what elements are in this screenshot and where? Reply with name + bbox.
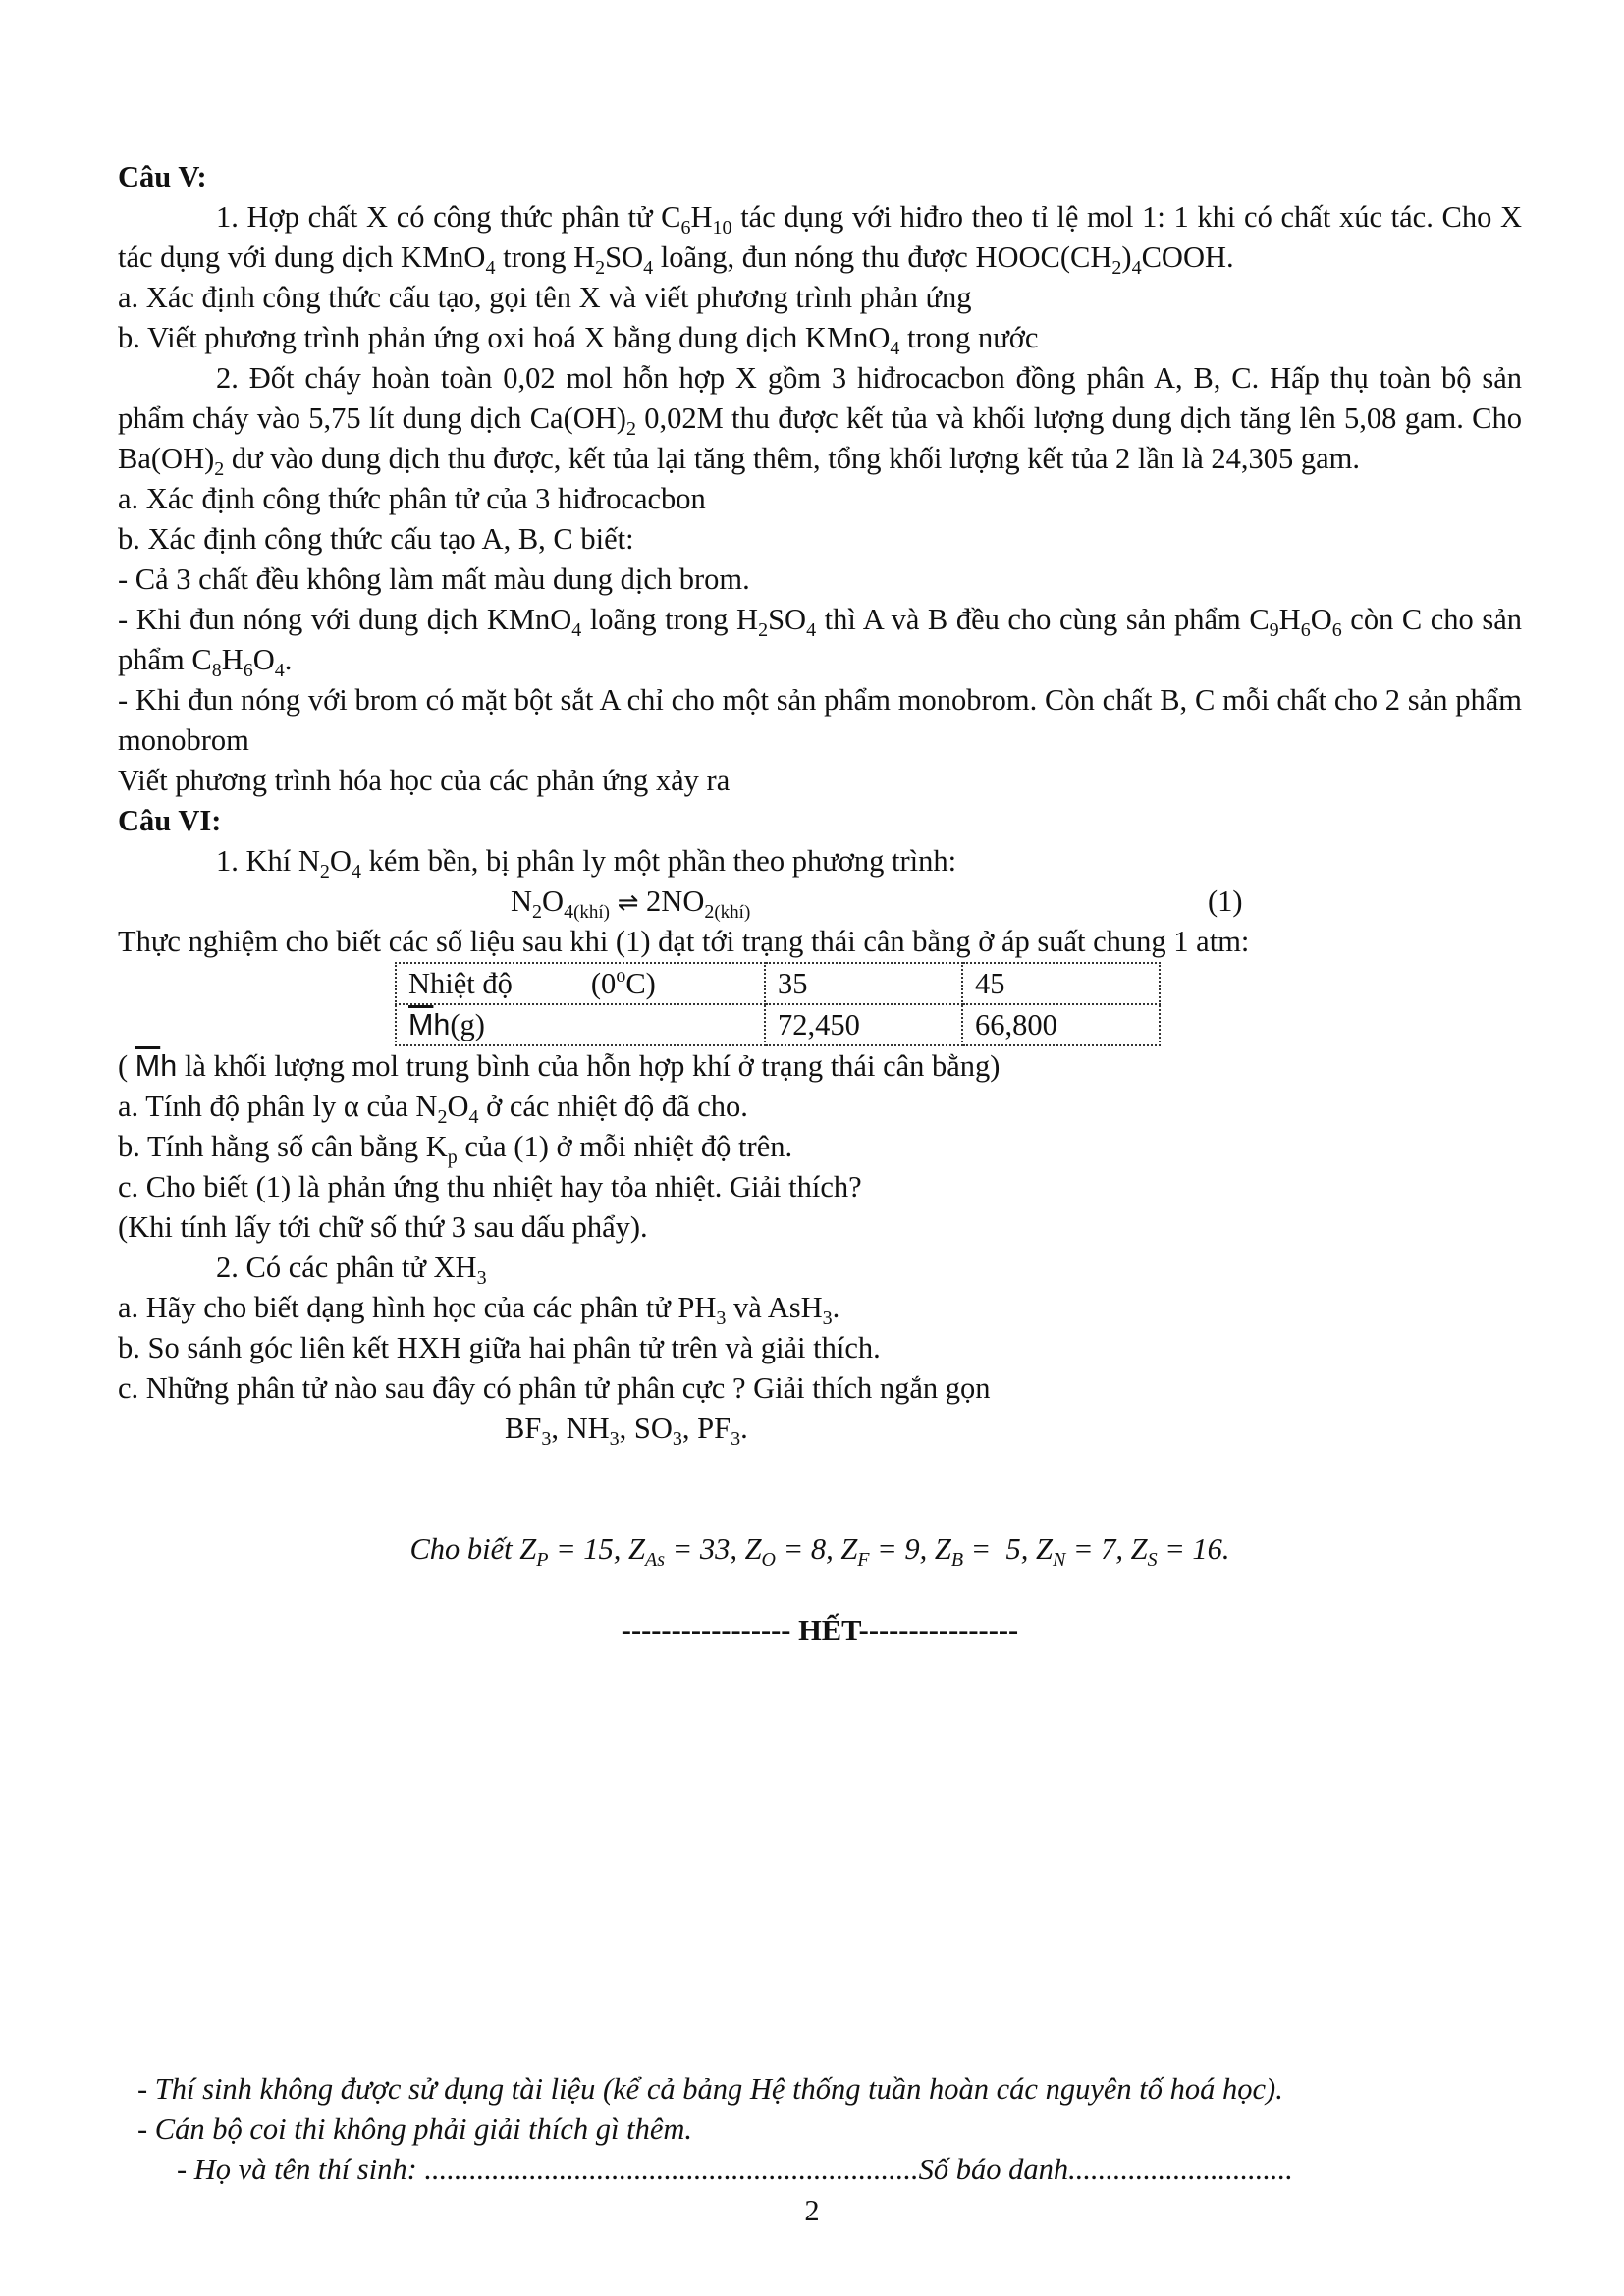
q6-part1-text: 1. Khí $N_2O_4$ kém bền, bị phân ly một phần theo phương trình: [216, 844, 957, 882]
equilibrium-arrow-icon: ⇌ [617, 888, 639, 918]
q6-part1-a: a. Tính độ phân ly α của $N_2O_4$ ở các nhiệt độ đã cho. [118, 1090, 748, 1128]
equation-number: (1) [1208, 884, 1243, 918]
page-number: 2 [804, 2194, 820, 2227]
q5-part2-a: a. Xác định công thức phân tử của 3 hiđrocacbon [118, 482, 706, 515]
equation-body: $N_2O_{4(khí)}$ ⇌ $2NO_{2(khí)}$ [511, 884, 751, 923]
q6-part1-note: (Khi tính lấy tới chữ số thứ 3 sau dấu phẩy). [118, 1210, 648, 1244]
q5-part2-text: 2. Đốt cháy hoàn toàn 0,02 mol hỗn hợp X gồm 3 hiđrocacbon đồng phân A, B, C. Hấp thụ toàn bộ sản phẩm cháy vào 5,75 lít dung dịch $Ca(OH)_2$ 0,02M thu được kết tủa và khối lượng dung dịch tăng lên 5,08 gam. Cho $Ba(OH)_2$ dư vào dung dịch thu được, kết tủa lại tăng thêm, tổng khối lượng kết tủa 2 lần là 24,305 gam. [118, 361, 1522, 480]
q6-molecule-list: $BF_3$, $NH_3$, $SO_3$, $PF_3$. [505, 1412, 748, 1450]
q6-experiment-text: Thực nghiệm cho biết các số liệu sau khi (1) đạt tới trạng thái cân bằng ở áp suất chung 1 atm: [118, 925, 1250, 958]
table-cell: 35 [765, 963, 962, 1004]
table-cell-temperature-label: Nhiệt độ (0$^o$C) [396, 963, 765, 1004]
q6-part2-c: c. Những phân tử nào sau đây có phân tử phân cực ? Giải thích ngắn gọn [118, 1371, 991, 1405]
question-6-title: Câu VI: [118, 804, 222, 837]
q6-part1-c: c. Cho biết (1) là phản ứng thu nhiệt hay tỏa nhiệt. Giải thích? [118, 1170, 862, 1203]
q5-part2-condition-3: - Khi đun nóng với brom có mặt bột sắt A chỉ cho một sản phẩm monobrom. Còn chất B, C mỗi chất cho 2 sản phẩm monobrom [118, 683, 1522, 757]
q5-part2-b: b. Xác định công thức cấu tạo A, B, C biết: [118, 522, 634, 556]
given-atomic-numbers: Cho biết $Z_P = 15$, $Z_{As} = 33$, $Z_O = 8$, $Z_F = 9$, $Z_B = 5$, $Z_N = 7$, $Z_S = 16$. [409, 1532, 1230, 1571]
exam-page [118, 157, 1522, 1651]
q5-part1-a: a. Xác định công thức cấu tạo, gọi tên X và viết phương trình phản ứng [118, 281, 972, 314]
q5-part2-end: Viết phương trình hóa học của các phản ứng xảy ra [118, 764, 731, 797]
q5-part1-b: b. Viết phương trình phản ứng oxi hoá X bằng dung dịch KMnO$_4$ trong nước [118, 321, 1039, 359]
q6-part2-text: 2. Có các phân tử $XH_3$ [216, 1251, 487, 1289]
footer-line-1: - Thí sinh không được sử dụng tài liệu (kể cả bảng Hệ thống tuần hoàn các nguyên tố hoá học). [137, 2072, 1283, 2106]
q5-part1-text: 1. Hợp chất X có công thức phân tử $C_6H_{10}$ tác dụng với hiđro theo tỉ lệ mol 1: 1 khi có chất xúc tác. Cho X tác dụng với dung dịch KMnO$_4$ trong $H_2SO_4$ loãng, đun nóng thu được $HOOC(CH_2)_4COOH$. [118, 200, 1522, 279]
table-cell: 45 [962, 963, 1160, 1004]
table-cell: 66,800 [962, 1004, 1160, 1045]
q5-part2-condition-2: - Khi đun nóng với dung dịch KMnO$_4$ loãng trong $H_2SO_4$ thì A và B đều cho cùng sản phẩm $C_9H_6O_6$ còn C cho sản phẩm $C_8H_6O_4$. [118, 603, 1522, 681]
footer-line-2: - Cán bộ coi thi không phải giải thích gì thêm. [137, 2112, 693, 2146]
q5-part2-condition-1: - Cả 3 chất đều không làm mất màu dung dịch brom. [118, 562, 750, 596]
table-row [396, 1004, 1160, 1045]
q6-part1-b: b. Tính hằng số cân bằng $K_p$ của (1) ở mỗi nhiệt độ trên. [118, 1130, 793, 1168]
equilibrium-equation [118, 881, 1522, 922]
question-5-title: Câu V: [118, 160, 207, 193]
end-mark: ----------------- HẾT---------------- [621, 1614, 1019, 1647]
table-cell: 72,450 [765, 1004, 962, 1045]
q6-part2-b: b. So sánh góc liên kết HXH giữa hai phân tử trên và giải thích. [118, 1331, 881, 1364]
exam-footer [137, 2069, 1512, 2190]
footer-line-3: - Họ và tên thí sinh: ..................................................................Số báo danh.............................. [177, 2153, 1293, 2186]
q6-molar-mass-note: ( $\overline{M}h$ là khối lượng mol trung bình của hỗn hợp khí ở trạng thái cân bằng) [118, 1049, 1001, 1083]
table-row [396, 963, 1160, 1004]
table-cell-molar-mass-label: $\overline{M}h(g)$ [396, 1004, 765, 1045]
q6-part2-a: a. Hãy cho biết dạng hình học của các phân tử $PH_3$ và AsH$_3$. [118, 1291, 840, 1329]
equilibrium-data-table [395, 962, 1161, 1046]
